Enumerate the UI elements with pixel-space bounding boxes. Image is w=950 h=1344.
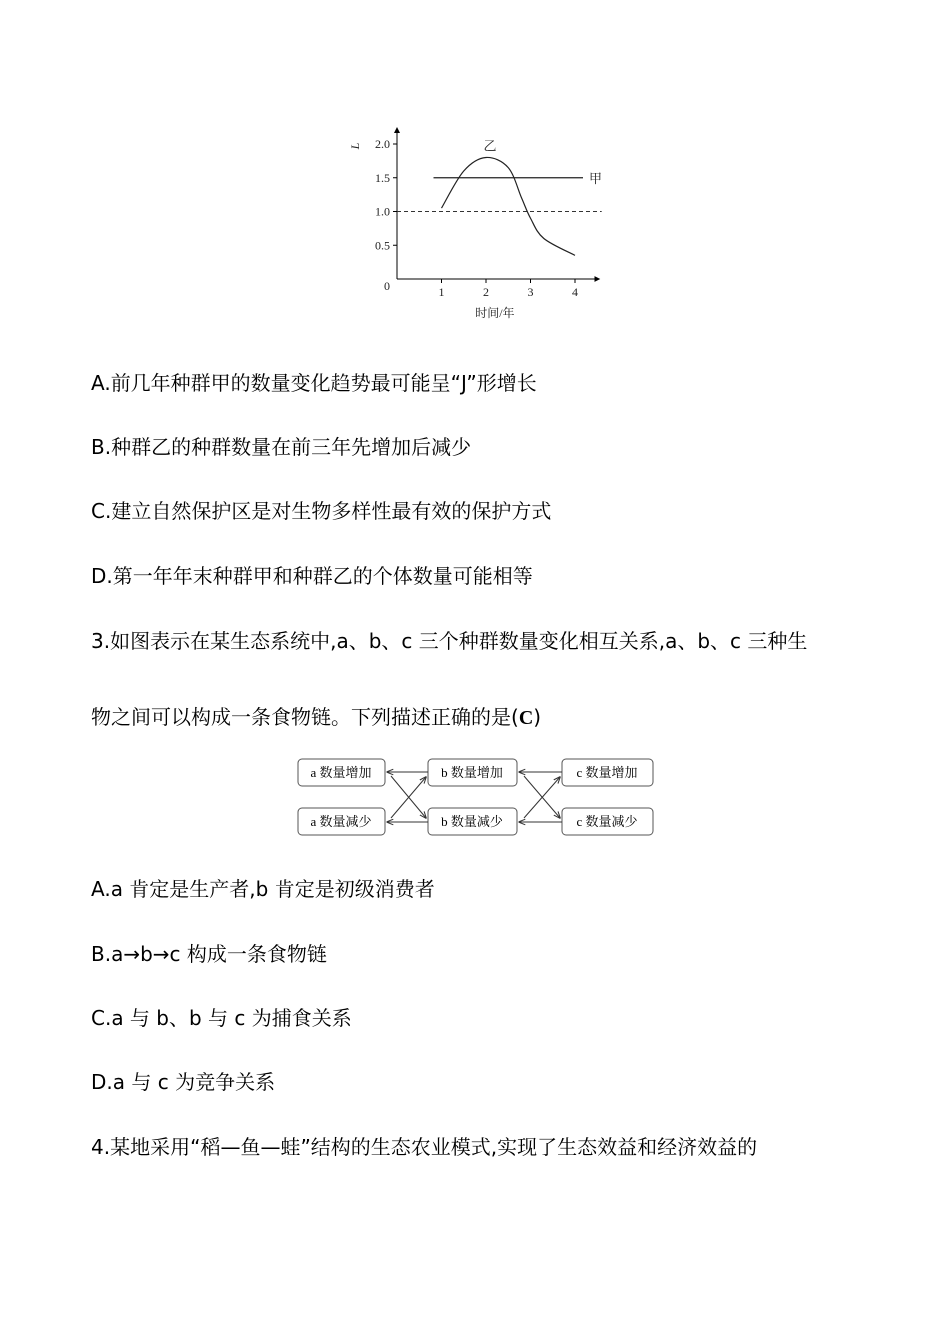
x-tick-label: 4 (572, 285, 578, 299)
population-relation-diagram (0, 750, 950, 850)
series-line-yi (442, 157, 576, 255)
x-tick-label: 2 (483, 285, 489, 299)
y-tick-label: 1.0 (375, 204, 390, 219)
box-c-decrease (562, 808, 653, 835)
q3-answer: C (518, 707, 534, 729)
y-tick-label: 0.5 (375, 238, 390, 253)
q3-option-a: A.a 肯定是生产者,b 肯定是初级消费者 (91, 877, 435, 901)
box-b-increase (428, 759, 517, 786)
svg-text:b 数量增加: b 数量增加 (441, 765, 503, 780)
x-tick-label: 3 (527, 285, 534, 299)
svg-text:c 数量减少: c 数量减少 (576, 814, 638, 829)
q2-option-b: B.种群乙的种群数量在前三年先增加后减少 (91, 435, 472, 459)
q3-stem-close: ) (533, 705, 542, 729)
y-tick-label: 1.5 (375, 170, 390, 185)
svg-text:b 数量减少: b 数量减少 (441, 814, 503, 829)
q2-option-c: C.建立自然保护区是对生物多样性最有效的保护方式 (91, 499, 552, 523)
q3-option-c: C.a 与 b、b 与 c 为捕食关系 (91, 1006, 352, 1030)
y-axis-label: L (348, 142, 362, 150)
series-label-jia: 甲 (589, 170, 603, 186)
box-a-increase (298, 759, 385, 786)
q3-stem-line1: 3.如图表示在某生态系统中,a、b、c 三个种群数量变化相互关系,a、b、c 三种生 (91, 629, 808, 653)
svg-text:a 数量增加: a 数量增加 (310, 765, 372, 780)
x-axis-label: 时间/年 (475, 306, 515, 320)
q4-stem: 4.某地采用“稻—鱼—蛙”结构的生态农业模式,实现了生态效益和经济效益的 (91, 1135, 758, 1159)
q2-option-a: A.前几年种群甲的数量变化趋势最可能呈“J”形增长 (91, 371, 537, 395)
q2-option-d: D.第一年年末种群甲和种群乙的个体数量可能相等 (91, 564, 533, 588)
population-chart (0, 0, 950, 340)
series-label-yi: 乙 (483, 138, 497, 154)
origin-label: 0 (384, 279, 390, 293)
box-b-decrease (428, 808, 517, 835)
x-tick-label: 1 (438, 285, 445, 299)
q3-stem-line2 (91, 703, 541, 732)
y-tick-label: 2.0 (375, 137, 390, 151)
q3-option-d: D.a 与 c 为竞争关系 (91, 1070, 276, 1094)
svg-text:a 数量减少: a 数量减少 (310, 814, 372, 829)
q3-option-b: B.a→b→c 构成一条食物链 (91, 942, 327, 966)
box-a-decrease (298, 808, 385, 835)
box-c-increase (562, 759, 653, 786)
q3-stem-text: 物之间可以构成一条食物链。下列描述正确的是( (91, 705, 519, 729)
svg-text:c 数量增加: c 数量增加 (576, 765, 638, 780)
